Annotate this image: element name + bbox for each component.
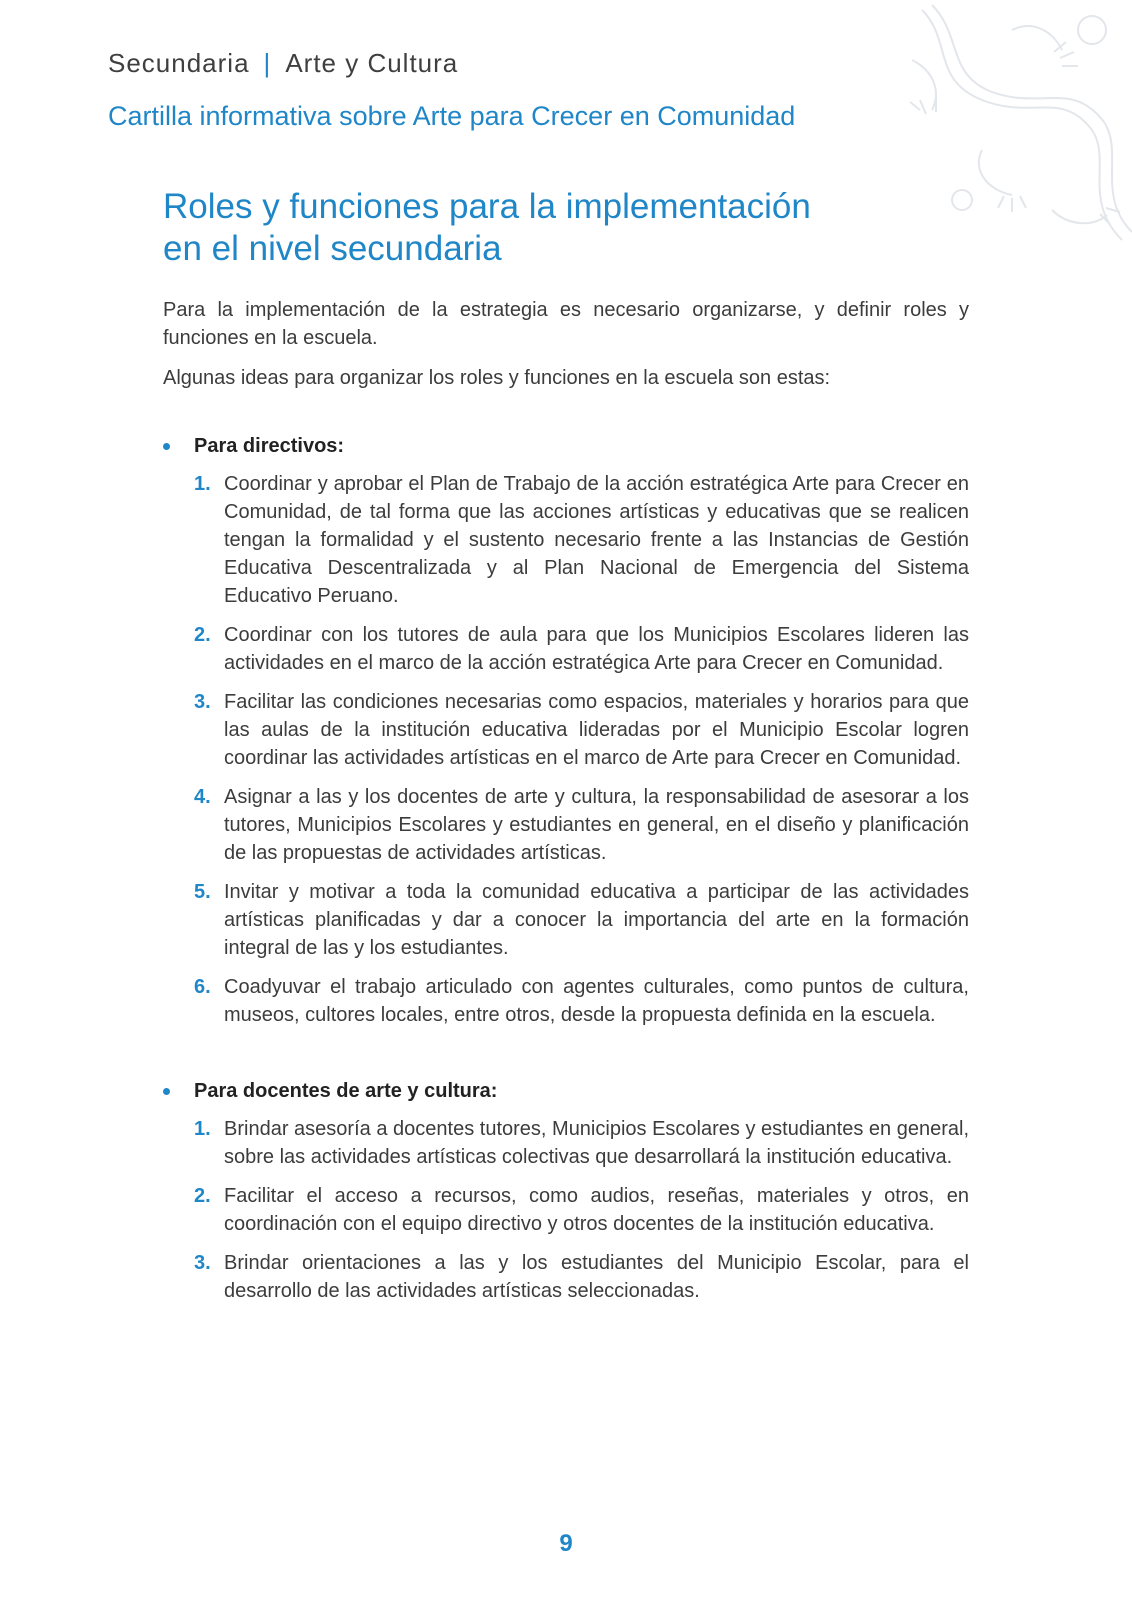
bullet-dot-icon [163,1088,170,1095]
list-item [163,621,969,677]
item-number: 6. [194,976,211,998]
list-item [163,1249,969,1305]
bullet-dot-icon [163,443,170,450]
item-text: Coordinar con los tutores de aula para que los Municipios Escolares lideren las actividades en el marco de la acción estratégica Arte para Crecer en Comunidad. [224,624,969,674]
section-heading [163,432,969,460]
header-breadcrumb [108,48,458,79]
item-number: 2. [194,624,211,646]
item-text: Coadyuvar el trabajo articulado con agentes culturales, como puntos de cultura, museos, cultores locales, entre otros, desde la propuesta definida en la escuela. [224,976,969,1026]
section-heading [163,1077,969,1105]
item-number: 2. [194,1185,211,1207]
page-number: 9 [559,1530,573,1557]
page-title-line-2: en el nivel secundaria [163,229,502,268]
section-heading-label: Para docentes de arte y cultura: [194,1080,498,1102]
numbered-list [163,470,969,1029]
list-item [163,878,969,962]
item-text: Facilitar el acceso a recursos, como audios, reseñas, materiales y otros, en coordinación con el equipo directivo y otros docentes de la institución educativa. [224,1185,969,1235]
page-title-line-1: Roles y funciones para la implementación [163,187,811,226]
list-item [163,1115,969,1171]
item-text: Invitar y motivar a toda la comunidad educativa a participar de las actividades artísticas planificadas y dar a conocer la importancia del arte en la formación integral de las y los estudiantes. [224,881,969,959]
header-level: Secundaria [108,48,250,78]
section-heading-label: Para directivos: [194,435,345,457]
item-number: 1. [194,1118,211,1140]
item-text: Brindar orientaciones a las y los estudiantes del Municipio Escolar, para el desarrollo de las actividades artísticas seleccionadas. [224,1252,969,1302]
item-text: Brindar asesoría a docentes tutores, Municipios Escolares y estudiantes en general, sobre las actividades artísticas colectivas que desarrollará la institución educativa. [224,1118,969,1168]
list-item [163,1182,969,1238]
page-title [163,186,969,270]
header-separator: | [263,48,272,78]
intro-paragraph-1: Para la implementación de la estrategia es necesario organizarse, y definir roles y funciones en la escuela. [163,299,969,349]
list-item [163,783,969,867]
item-number: 4. [194,786,211,808]
item-number: 5. [194,881,211,903]
item-number: 3. [194,691,211,713]
item-text: Asignar a las y los docentes de arte y cultura, la responsabilidad de asesorar a los tutores, Municipios Escolares y estudiantes en general, en el diseño y planificación de las propuestas de actividades artísticas. [224,786,969,864]
header-area: Arte y Cultura [285,48,459,78]
numbered-list [163,1115,969,1305]
item-text: Coordinar y aprobar el Plan de Trabajo de la acción estratégica Arte para Crecer en Comunidad, de tal forma que las acciones artísticas y educativas que se realicen tengan la formalidad y el sustento necesario frente a las Instancias de Gestión Educativa Descentralizada y al Plan Nacional de Emergencia del Sistema Educativo Peruano. [224,473,969,607]
section-docentes-arte [163,1077,969,1305]
main-content [163,186,969,1316]
item-text: Facilitar las condiciones necesarias como espacios, materiales y horarios para que las aulas de la institución educativa lideradas por el Municipio Escolar logren coordinar las actividades artísticas en el marco de Arte para Crecer en Comunidad. [224,691,969,769]
item-number: 3. [194,1252,211,1274]
list-item [163,688,969,772]
intro-paragraph-2: Algunas ideas para organizar los roles y funciones en la escuela son estas: [163,367,831,389]
list-item [163,470,969,610]
item-number: 1. [194,473,211,495]
section-directivos [163,432,969,1029]
list-item [163,973,969,1029]
document-subtitle: Cartilla informativa sobre Arte para Crecer en Comunidad [108,101,796,131]
